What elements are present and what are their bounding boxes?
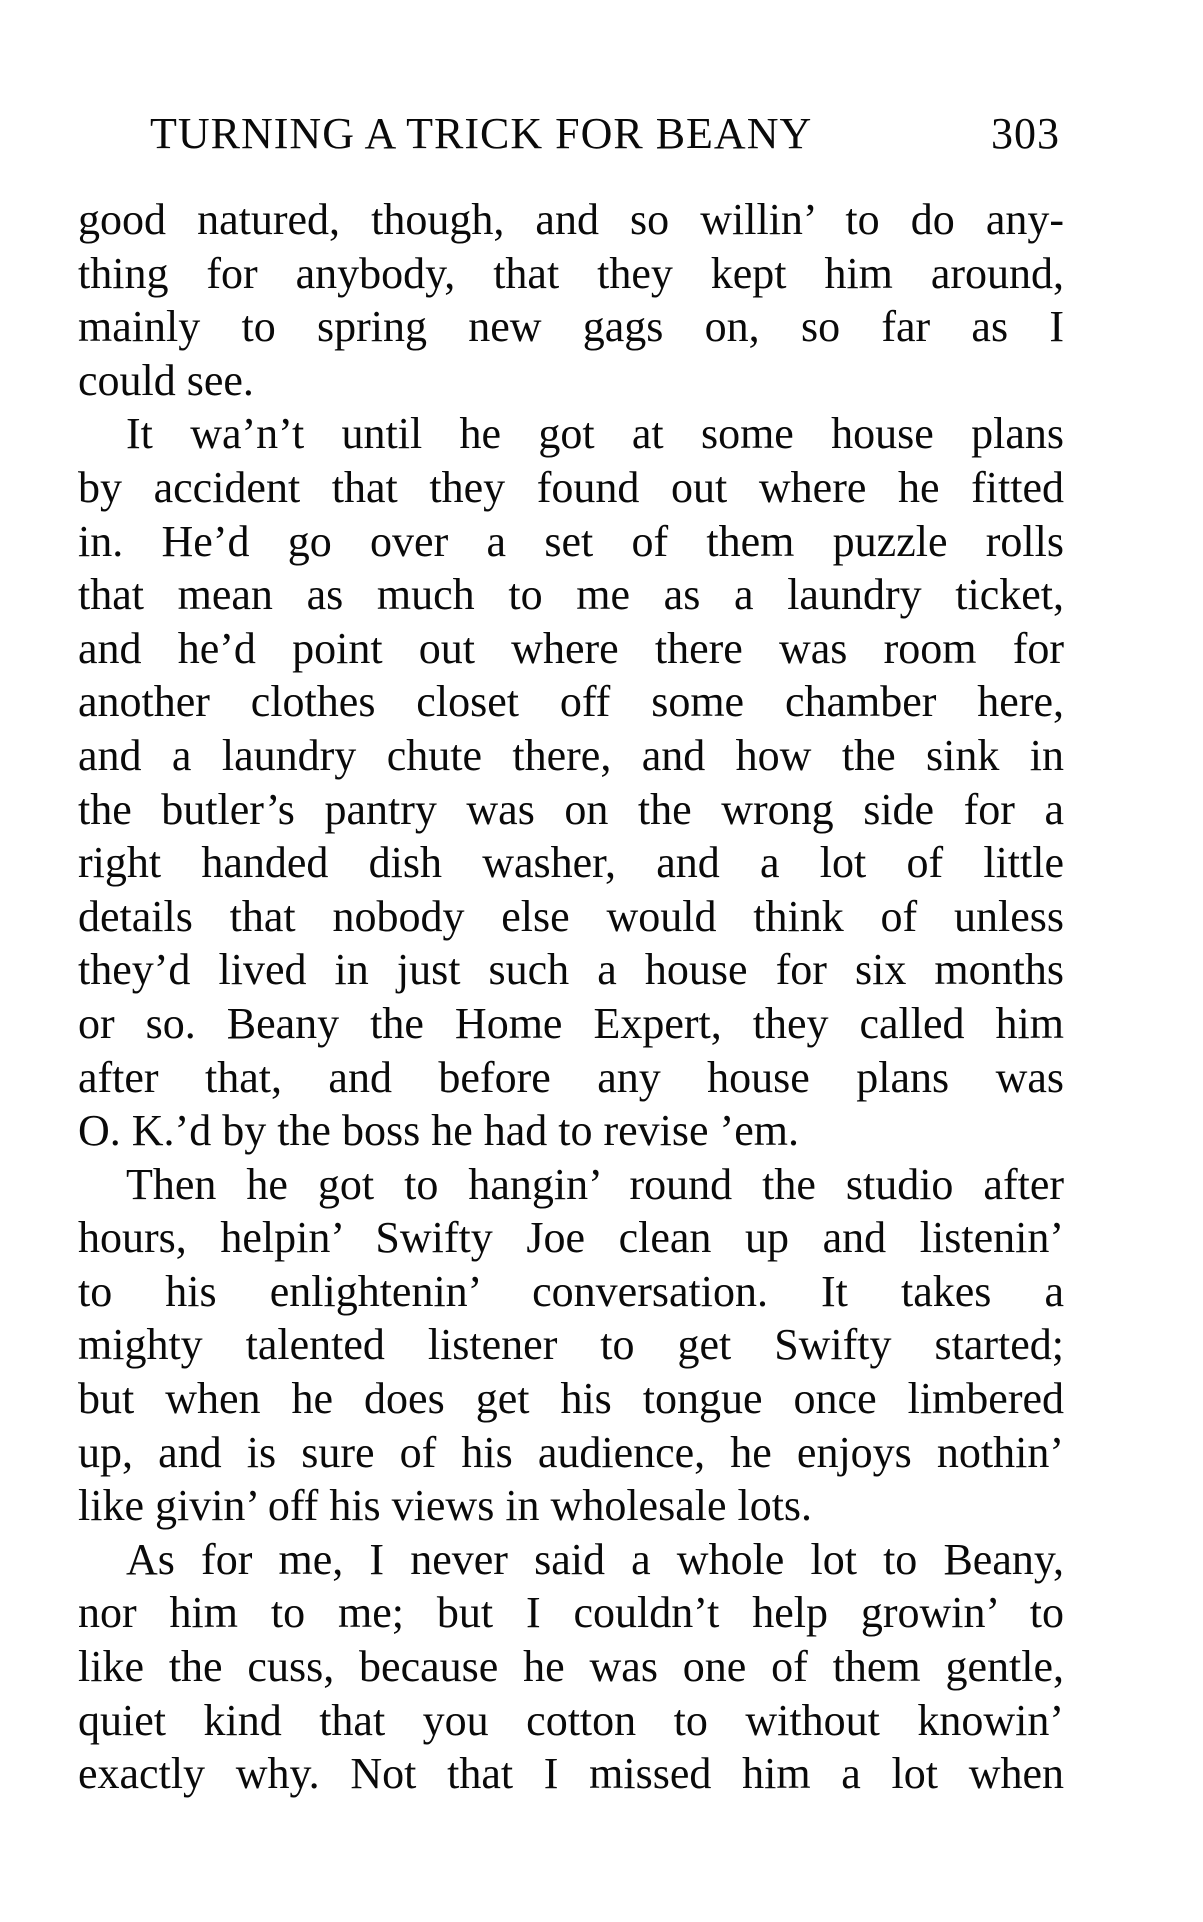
text-line: or so. Beany the Home Expert, they called him xyxy=(78,998,1064,1048)
text-line: by accident that they found out where he fitted xyxy=(78,462,1064,512)
text-line: up, and is sure of his audience, he enjoys nothin’ xyxy=(78,1427,1064,1477)
text-line: right handed dish washer, and a lot of little xyxy=(78,838,1064,888)
text-line: thing for anybody, that they kept him around, xyxy=(78,248,1064,298)
running-title: TURNING A TRICK FOR BEANY xyxy=(150,109,813,158)
text-line: like the cuss, because he was one of them gentle, xyxy=(78,1642,1064,1692)
text-line: that mean as much to me as a laundry ticket, xyxy=(78,570,1064,620)
text-line: like givin’ off his views in wholesale lots. xyxy=(78,1481,813,1531)
running-head xyxy=(150,108,1060,164)
text-line: could see. xyxy=(78,355,254,405)
text-line: and a laundry chute there, and how the sink in xyxy=(78,730,1064,780)
text-line: the butler’s pantry was on the wrong side for a xyxy=(78,784,1064,834)
text-line: to his enlightenin’ conversation. It takes a xyxy=(78,1266,1064,1316)
text-line: in. He’d go over a set of them puzzle rolls xyxy=(78,516,1064,566)
body-text xyxy=(78,193,1064,1801)
text-line: exactly why. Not that I missed him a lot when xyxy=(78,1749,1064,1799)
text-line: they’d lived in just such a house for six months xyxy=(78,945,1064,995)
text-line: hours, helpin’ Swifty Joe clean up and listenin’ xyxy=(78,1213,1064,1263)
text-line: It wa’n’t until he got at some house plans xyxy=(126,409,1064,459)
text-line: good natured, though, and so willin’ to do any- xyxy=(78,195,1064,244)
text-line: after that, and before any house plans was xyxy=(78,1052,1064,1102)
text-line: O. K.’d by the boss he had to revise ’em. xyxy=(78,1106,799,1156)
text-line: details that nobody else would think of unless xyxy=(78,891,1064,941)
text-line: nor him to me; but I couldn’t help growin’ to xyxy=(78,1588,1064,1638)
text-line: but when he does get his tongue once limbered xyxy=(78,1374,1064,1424)
text-line: another clothes closet off some chamber here, xyxy=(78,677,1064,727)
text-line: As for me, I never said a whole lot to Beany, xyxy=(126,1534,1064,1584)
text-line: quiet kind that you cotton to without knowin’ xyxy=(78,1695,1064,1745)
text-line: Then he got to hangin’ round the studio after xyxy=(126,1159,1064,1209)
text-line: mighty talented listener to get Swifty started; xyxy=(78,1320,1064,1370)
text-line: mainly to spring new gags on, so far as I xyxy=(78,302,1064,352)
text-line: and he’d point out where there was room for xyxy=(78,623,1064,673)
page-number: 303 xyxy=(991,109,1060,158)
